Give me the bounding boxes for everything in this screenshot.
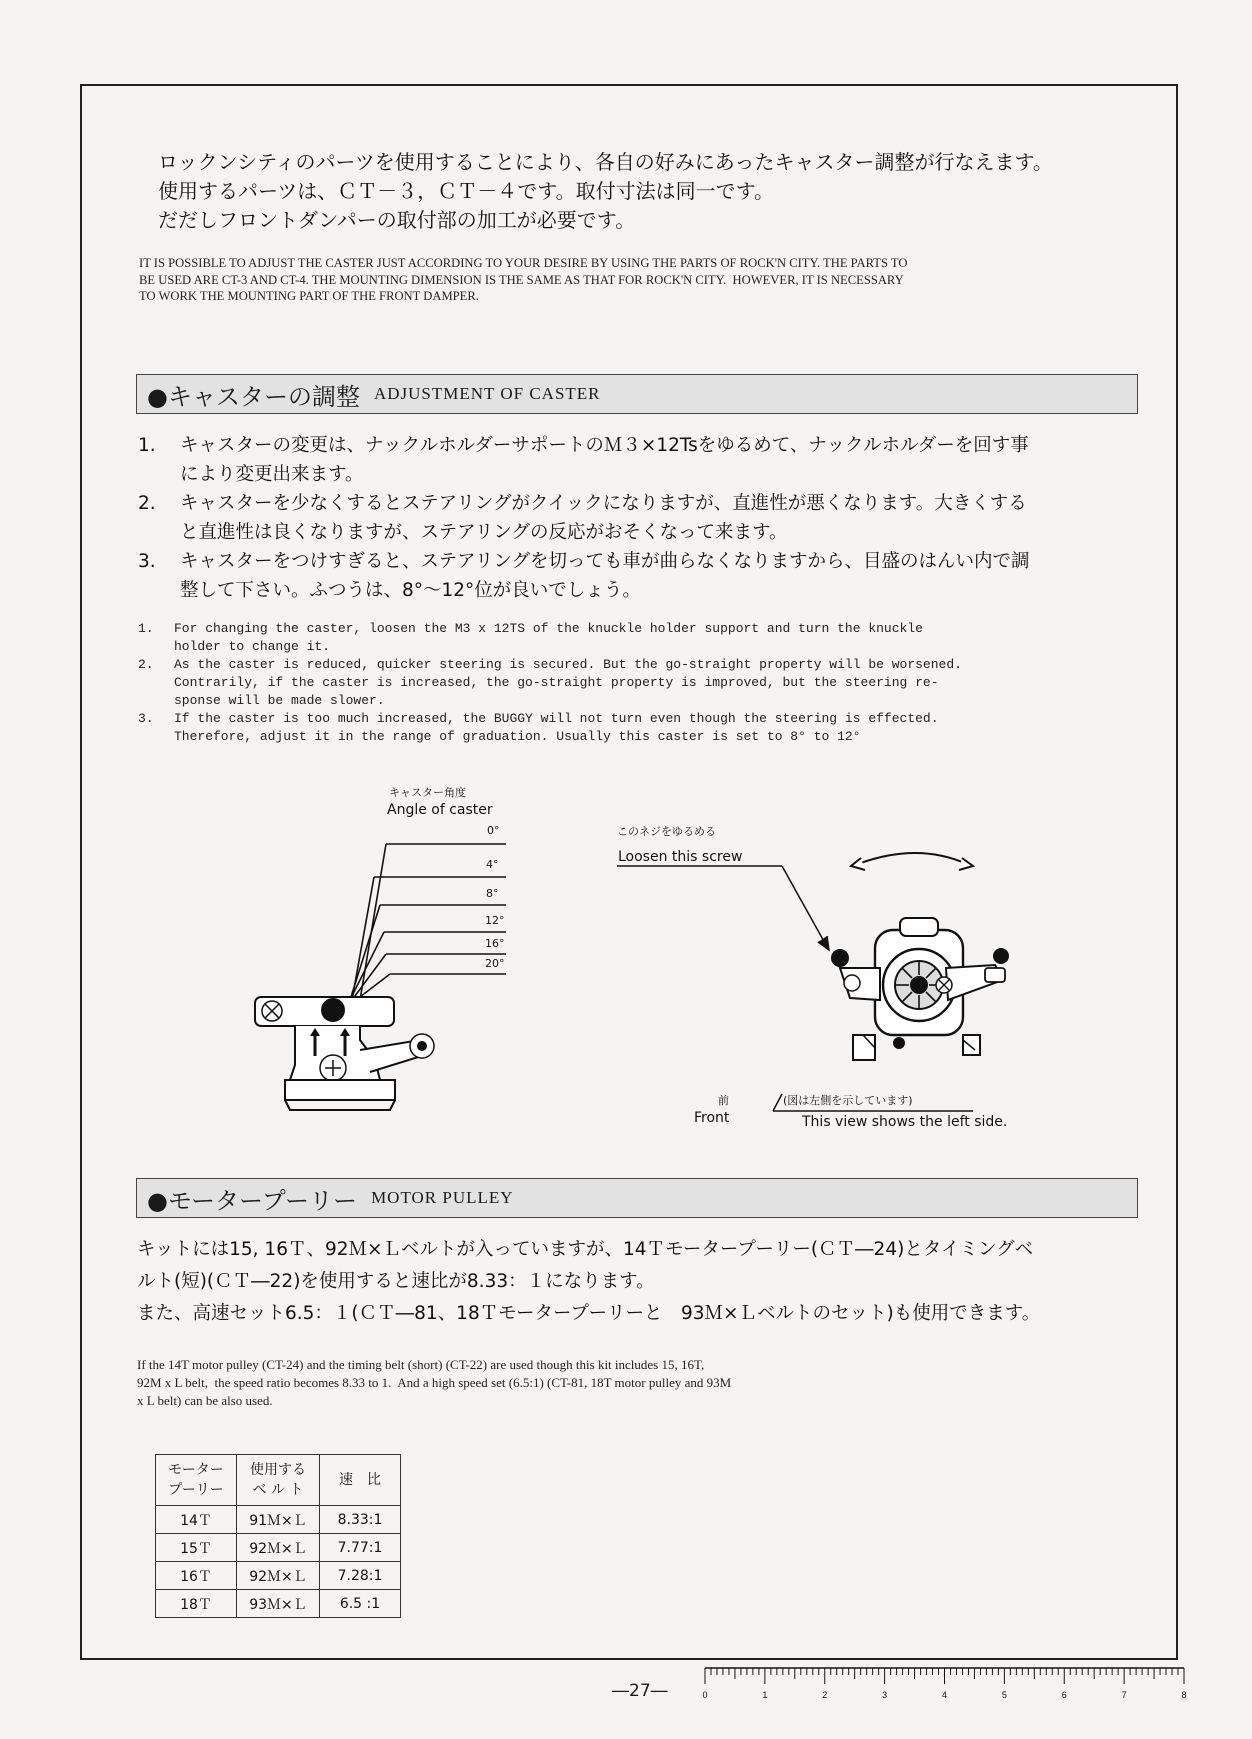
table-cell: 14Ｔ <box>156 1506 237 1534</box>
motor-ja-line: キットには15, 16Ｔ、92Ｍ×Ｌベルトが入っていますが、14Ｔモータープーリー(ＣＴ―24)とタイミングベ <box>137 1239 1034 1260</box>
table-cell: 6.5 :1 <box>320 1590 401 1618</box>
item-line: As the caster is reduced, quicker steering is secured. But the go-straight property will be worsened. <box>174 657 962 672</box>
motor-en-line: If the 14T motor pulley (CT-24) and the timing belt (short) (CT-22) are used though this kit includes 15, 16T, <box>137 1357 705 1372</box>
table-cell: 7.77:1 <box>320 1534 401 1562</box>
item-number: 3. <box>138 551 156 572</box>
table-cell: 18Ｔ <box>156 1590 237 1618</box>
item-number: 3. <box>138 711 154 726</box>
item-line: Therefore, adjust it in the range of graduation. Usually this caster is set to 8° to 12° <box>174 729 861 744</box>
table-header: 使用する ベ ル ト <box>237 1455 320 1506</box>
angle-0: 0° <box>487 824 500 837</box>
table-cell: 91Ｍ×Ｌ <box>237 1506 320 1534</box>
measurement-ruler <box>700 1666 1190 1708</box>
table-cell: 92Ｍ×Ｌ <box>237 1534 320 1562</box>
front-label-en: Front <box>694 1110 730 1126</box>
motor-ja-line: また、高速セット6.5：１(ＣＴ―81、18Ｔモータープーリーと 93Ｍ×Ｌベルトのセット)も使用できます。 <box>137 1303 1041 1324</box>
table-cell: 7.28:1 <box>320 1562 401 1590</box>
knuckle-front-view <box>831 918 1009 1060</box>
ruler-label: 2 <box>822 1690 828 1700</box>
intro-ja-line: ロックンシティのパーツを使用することにより、各自の好みにあったキャスター調整が行なえます。 <box>158 150 1053 174</box>
motor-en-line: 92M x L belt, the speed ratio becomes 8.33 to 1. And a high speed set (6.5:1) (CT-81, 18T motor pulley and 93M <box>137 1375 732 1390</box>
motor-ja-line: ルト(短)(ＣＴ―22)を使用すると速比が8.33：１になります。 <box>137 1271 655 1292</box>
ruler-label: 4 <box>941 1690 948 1700</box>
ruler-label: 6 <box>1061 1690 1067 1700</box>
section-title-en: MOTOR PULLEY <box>371 1188 514 1207</box>
item-line: sponse will be made slower. <box>174 693 385 708</box>
view-note-leader <box>773 1094 973 1111</box>
loosen-label-ja: このネジをゆるめる <box>617 825 716 838</box>
ruler-label: 3 <box>882 1690 888 1700</box>
ruler-label: 1 <box>762 1690 768 1700</box>
item-line: holder to change it. <box>174 639 331 654</box>
ruler-label: 0 <box>702 1690 708 1700</box>
table-header: モーター プーリー <box>156 1455 237 1506</box>
pulley-table <box>155 1454 401 1618</box>
intro-en-line: TO WORK THE MOUNTING PART OF THE FRONT DAMPER. <box>139 289 479 303</box>
section-title-ja: ●モータープーリー <box>147 1186 358 1215</box>
table-header-row <box>156 1455 401 1506</box>
table-row <box>156 1562 401 1590</box>
item-line: For changing the caster, loosen the M3 x 12TS of the knuckle holder support and turn the knuckle <box>174 621 923 636</box>
item-line: キャスターをつけすぎると、ステアリングを切っても車が曲らなくなりますから、目盛のはんい内で調 <box>180 551 1030 572</box>
table-row <box>156 1534 401 1562</box>
table-cell: 16Ｔ <box>156 1562 237 1590</box>
angle-8: 8° <box>486 887 499 900</box>
item-line: により変更出来ます。 <box>180 464 364 485</box>
item-number: 2. <box>138 657 154 672</box>
angle-scale-lines <box>350 844 506 1000</box>
table-cell: 92Ｍ×Ｌ <box>237 1562 320 1590</box>
motor-text-ja <box>137 1234 1040 1330</box>
item-line: と直進性は良くなりますが、ステアリングの反応がおそくなって来ます。 <box>180 522 788 543</box>
item-line: キャスターを少なくするとステアリングがクイックになりますが、直進性が悪くなります。大きくする <box>180 493 1027 514</box>
angle-20: 20° <box>485 957 505 970</box>
angle-12: 12° <box>485 914 505 927</box>
motor-en-line: x L belt) can be also used. <box>137 1393 273 1408</box>
table-cell: 93Ｍ×Ｌ <box>237 1590 320 1618</box>
intro-ja-line: だだしフロントダンパーの取付部の加工が必要です。 <box>158 208 636 232</box>
ruler-label: 5 <box>1001 1690 1007 1700</box>
section-title-en: ADJUSTMENT OF CASTER <box>373 384 601 403</box>
section-title-ja: ●キャスターの調整 <box>147 382 360 411</box>
intro-ja-line: 使用するパーツは、ＣＴ－３，ＣＴ－４です。取付寸法は同一です。 <box>158 179 774 203</box>
intro-en-line: IT IS POSSIBLE TO ADJUST THE CASTER JUST ACCORDING TO YOUR DESIRE BY USING THE PARTS OF ROCK'N CITY. THE PARTS TO <box>139 256 908 270</box>
ruler-label: 8 <box>1181 1690 1187 1700</box>
item-line: キャスターの変更は、ナックルホルダーサポートのＭ３×12Tsをゆるめて、ナックルホルダーを回す事 <box>180 435 1029 456</box>
item-line: 整して下さい。ふつうは、8°～12°位が良いでしょう。 <box>180 580 641 601</box>
angle-label-en: Angle of caster <box>387 802 493 818</box>
item-line: If the caster is too much increased, the BUGGY will not turn even though the steering is effected. <box>174 711 939 726</box>
item-number: 1. <box>138 621 154 636</box>
table-row <box>156 1590 401 1618</box>
angle-4: 4° <box>486 858 499 871</box>
ruler-label: 7 <box>1121 1690 1127 1700</box>
table-cell: 15Ｔ <box>156 1534 237 1562</box>
loosen-label-en: Loosen this screw <box>618 849 743 865</box>
angle-16: 16° <box>485 937 505 950</box>
table-row <box>156 1506 401 1534</box>
item-number: 1. <box>138 435 156 456</box>
view-note-ja: (図は左側を示しています) <box>783 1094 913 1107</box>
knuckle-side-view <box>255 997 434 1110</box>
item-number: 2. <box>138 493 156 514</box>
rotation-arrow-icon <box>851 853 973 870</box>
angle-label-ja: キャスター角度 <box>389 786 466 799</box>
table-cell: 8.33:1 <box>320 1506 401 1534</box>
view-note-en: This view shows the left side. <box>802 1114 1008 1130</box>
intro-en-line: BE USED ARE CT-3 AND CT-4. THE MOUNTING DIMENSION IS THE SAME AS THAT FOR ROCK'N CITY. HOWEVER, IT IS NECESSARY <box>139 272 904 287</box>
item-line: Contrarily, if the caster is increased, the go-straight property is improved, but the steering re- <box>174 675 939 690</box>
front-label-ja: 前 <box>718 1094 729 1107</box>
page-number: ―27― <box>612 1681 668 1701</box>
loosen-leader <box>617 866 829 950</box>
table-header: 速 比 <box>320 1455 401 1506</box>
motor-section-header <box>136 1178 1138 1218</box>
motor-text-en <box>137 1356 731 1410</box>
